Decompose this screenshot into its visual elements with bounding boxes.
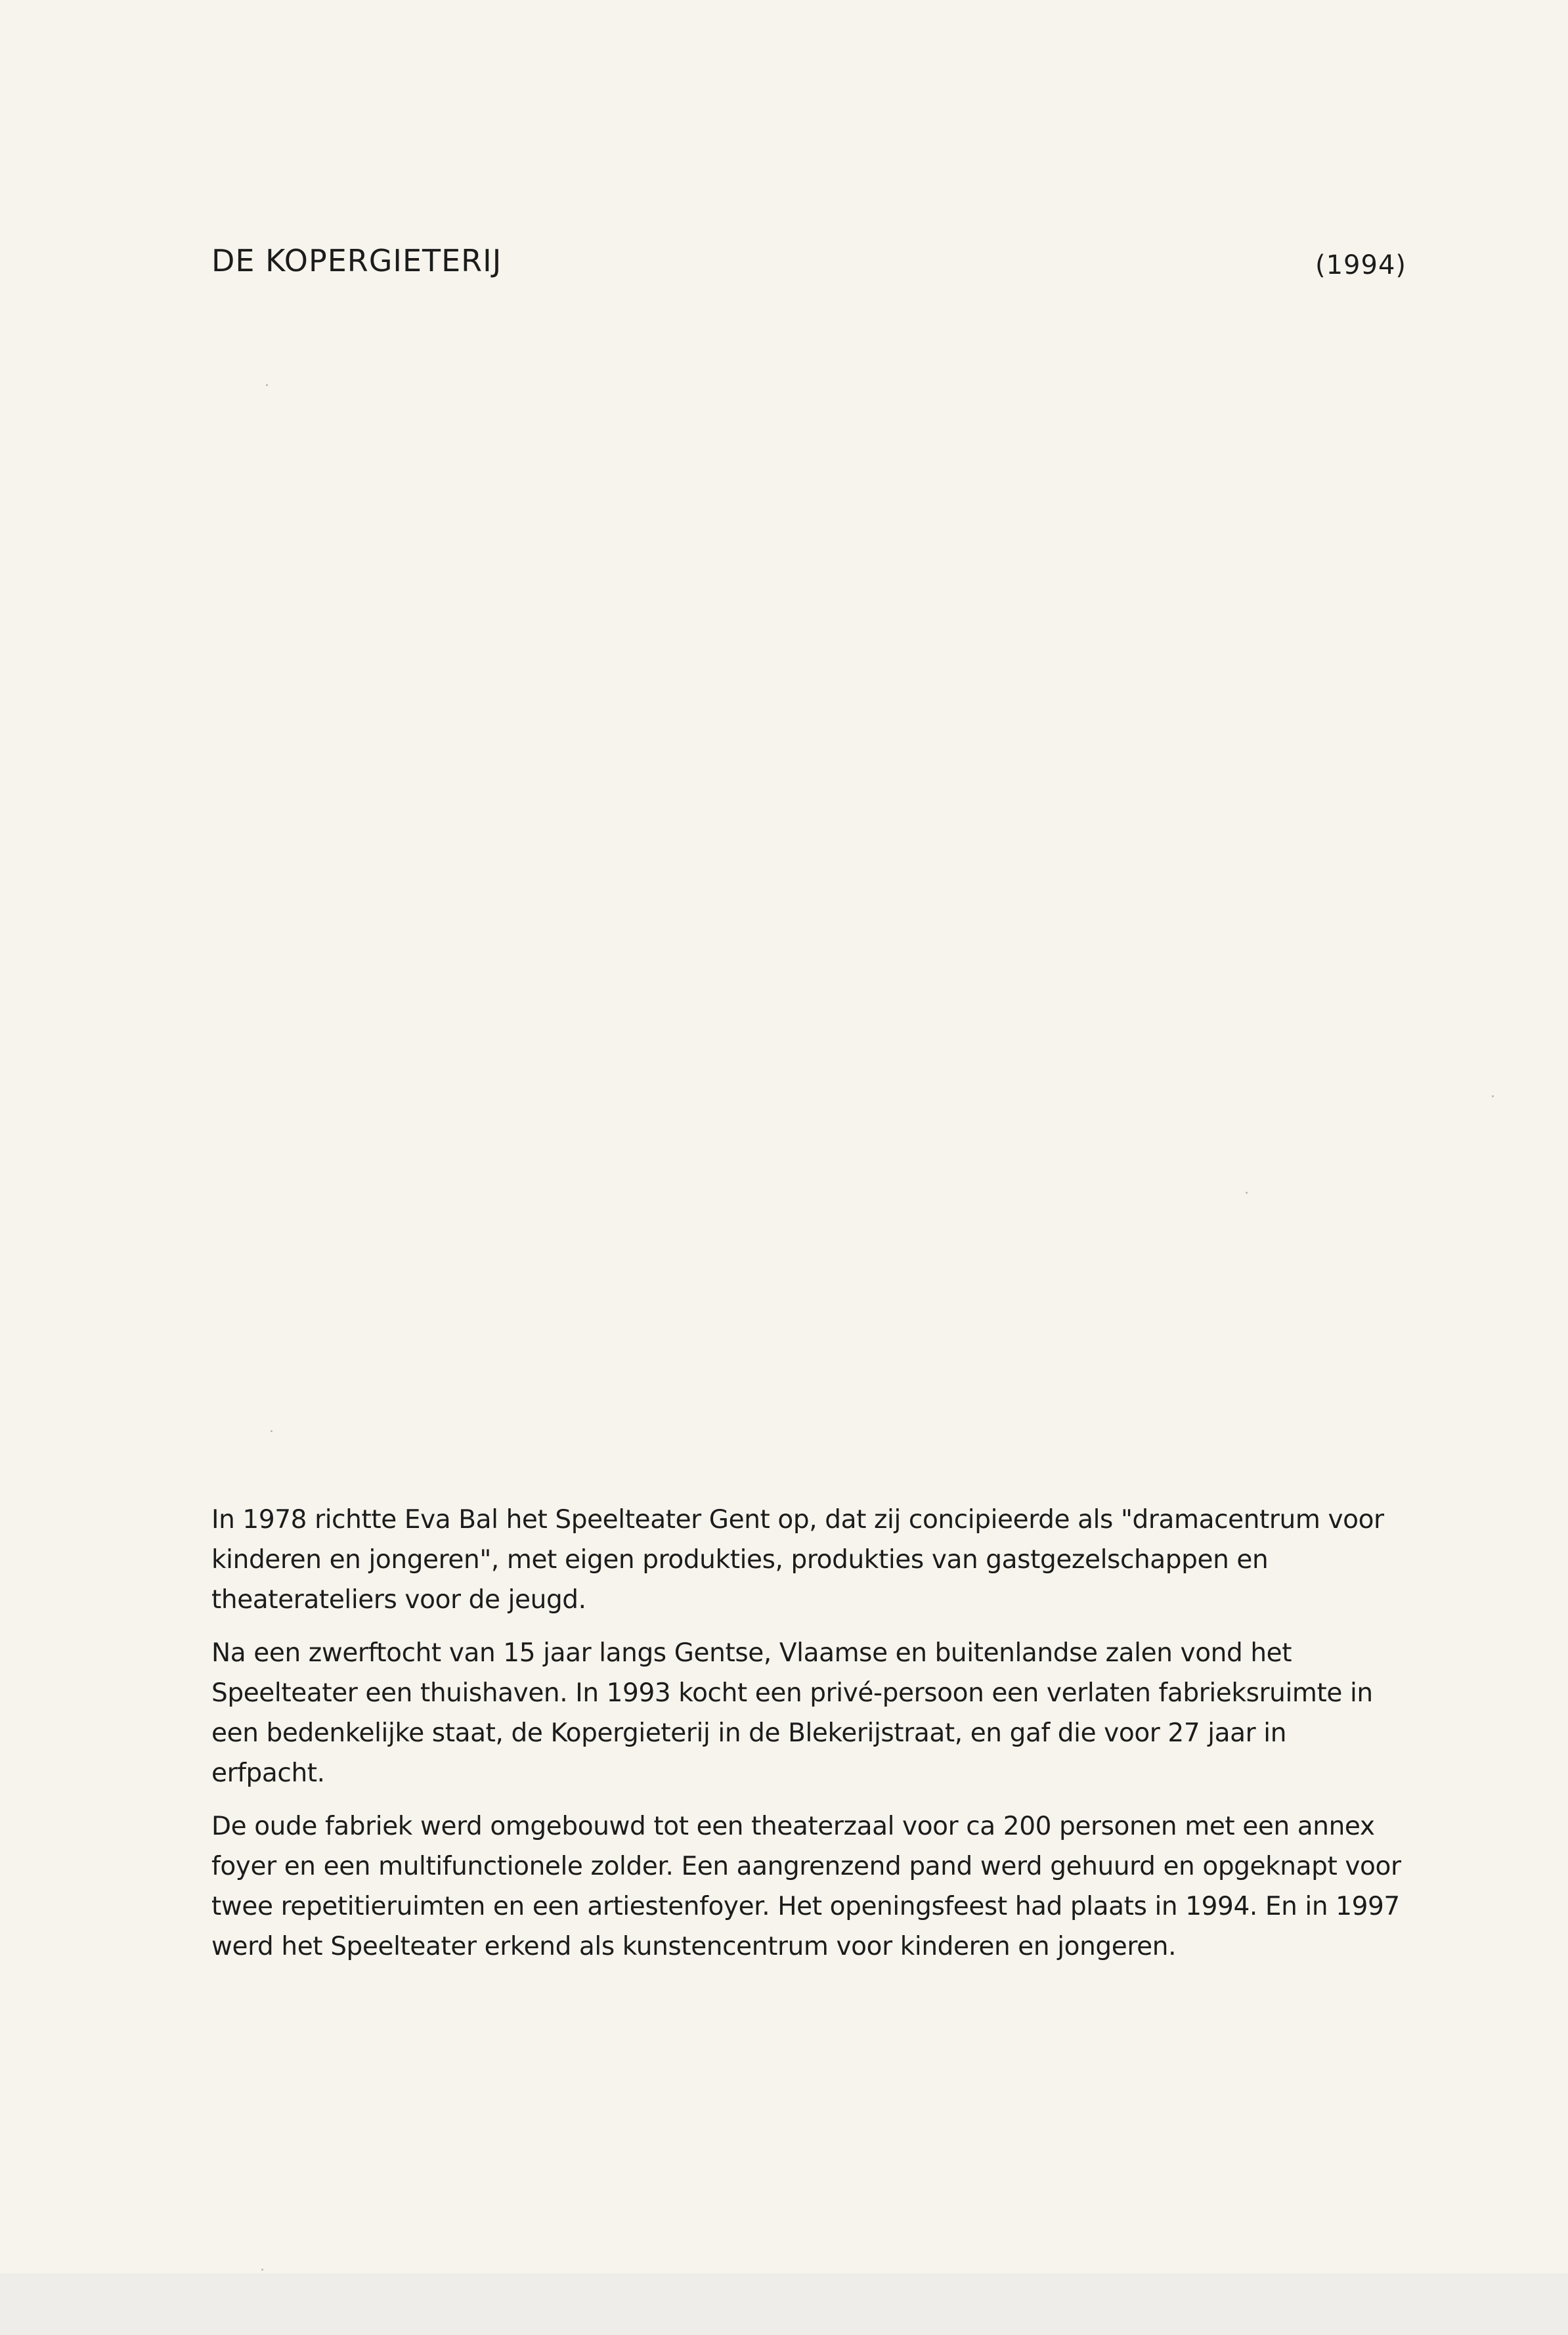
page-year: (1994) [1315,250,1406,280]
paper-speck [261,2269,263,2271]
page-title: DE KOPERGIETERIJ [211,243,502,278]
paper-speck [1246,1192,1248,1194]
paragraph-3: De oude fabriek werd omgebouwd tot een theaterzaal voor ca 200 personen met een annex foyer en een multifunctionele zolder. Een aangrenzend pand werd gehuurd en opgeknapt voor twee repetitieruimten en een artiestenfoyer. Het openingsfeest had plaats in 1994. En in 1997 werd het Speelteater erkend als kunstencentrum voor kinderen en jongeren. [211,1812,1401,1961]
scan-edge [0,2273,1568,2335]
paper-speck [271,1430,272,1432]
paper-speck [1492,1095,1494,1097]
paper-speck [266,384,268,386]
body-text [211,1500,1406,1980]
page-header [211,238,1406,290]
paragraph-2: Na een zwerftocht van 15 jaar langs Gentse, Vlaamse en buitenlandse zalen vond het Speelteater een thuishaven. In 1993 kocht een privé-persoon een verlaten fabrieksruimte in een bedenkelijke staat, de Kopergieterij in de Blekerijstraat, en gaf die voor 27 jaar in erfpacht. [211,1638,1373,1788]
paragraph-1: In 1978 richtte Eva Bal het Speelteater Gent op, dat zij concipieerde als "dramacentrum voor kinderen en jongeren", met eigen produkties, produkties van gastgezelschappen en theaterateliers voor de jeugd. [211,1505,1384,1615]
